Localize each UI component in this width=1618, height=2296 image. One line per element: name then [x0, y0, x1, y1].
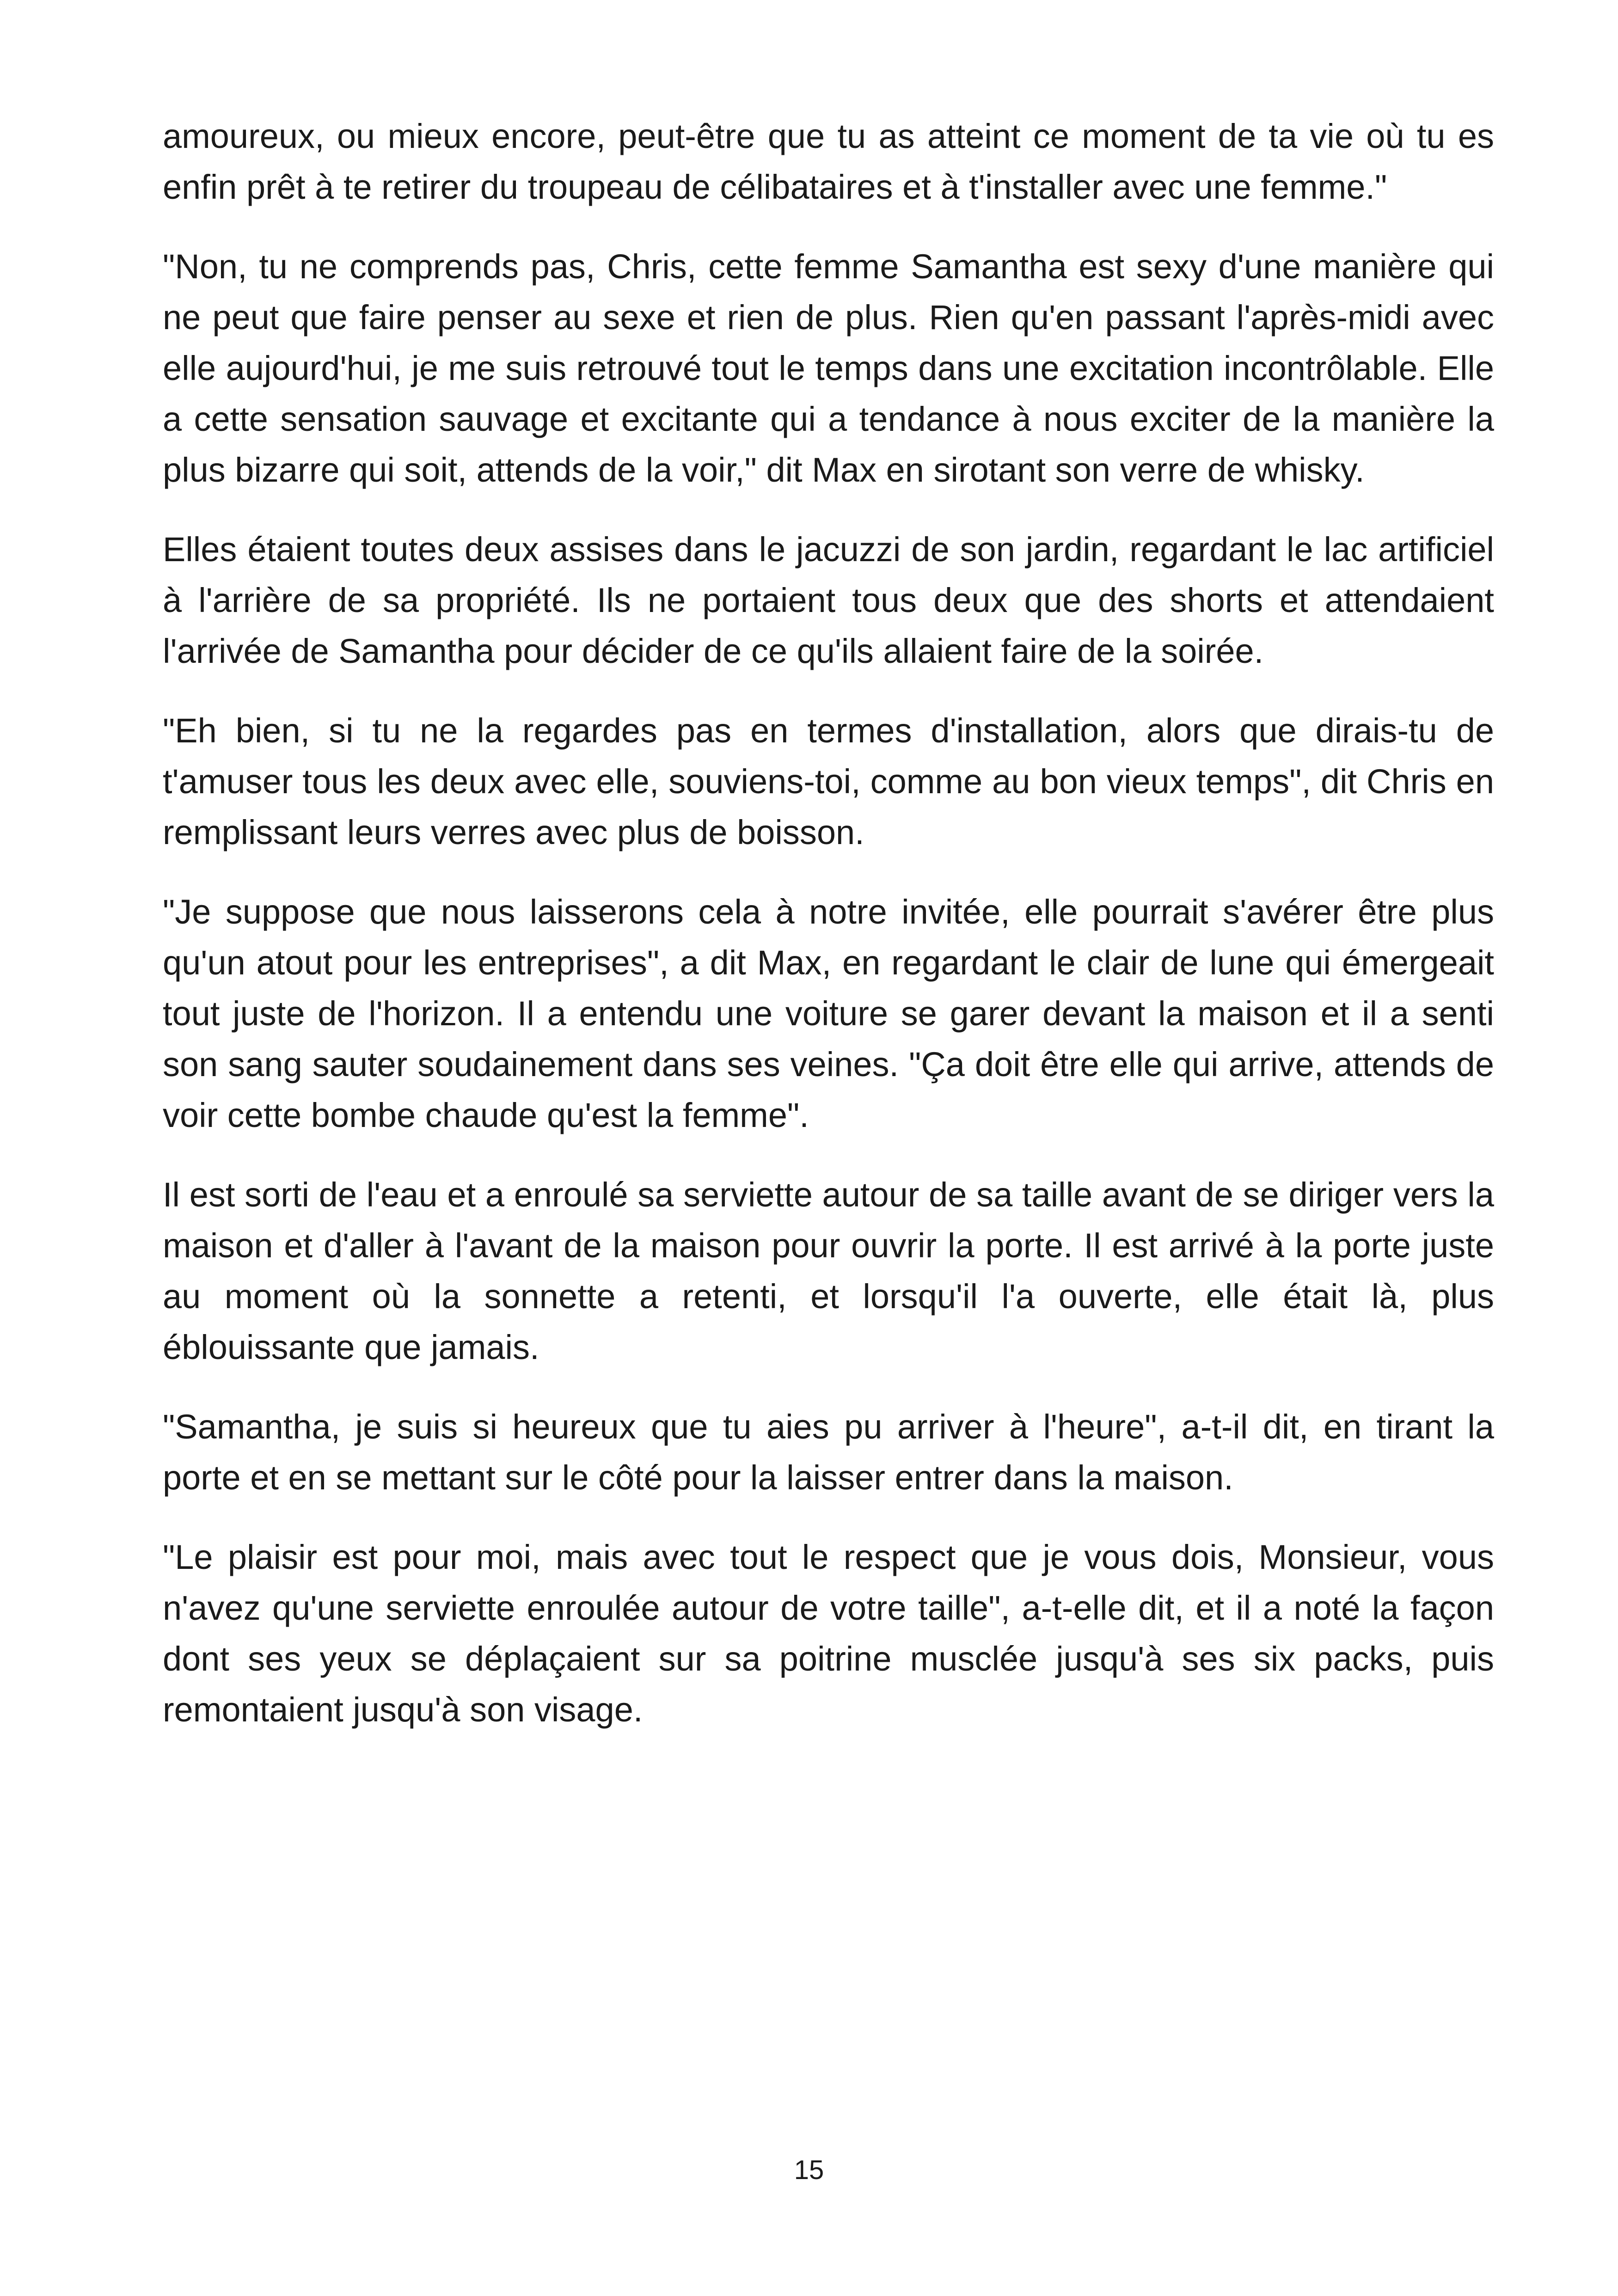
- paragraph-7: "Samantha, je suis si heureux que tu aies pu arriver à l'heure", a-t-il dit, en tirant la porte et en se mettant sur le côté pour la laisser entrer dans la maison.: [163, 1408, 1494, 1497]
- paragraph-8: "Le plaisir est pour moi, mais avec tout le respect que je vous dois, Monsieur, vous n'avez qu'une serviette enroulée autour de votre taille", a-t-elle dit, et il a noté la façon dont ses yeux se déplaçaient sur sa poitrine musclée jusqu'à ses six packs, puis remontaient jusqu'à son visage.: [163, 1538, 1494, 1729]
- page-number: 15: [794, 2155, 824, 2185]
- paragraph-4: "Eh bien, si tu ne la regardes pas en termes d'installation, alors que dirais-tu de t'amuser tous les deux avec elle, souviens-toi, comme au bon vieux temps", dit Chris en remplissant leurs verres avec plus de boisson.: [163, 711, 1494, 851]
- body-text: [163, 111, 1494, 1735]
- paragraph-3: Elles étaient toutes deux assises dans le jacuzzi de son jardin, regardant le lac artificiel à l'arrière de sa propriété. Ils ne portaient tous deux que des shorts et attendaient l'arrivée de Samantha pour décider de ce qu'ils allaient faire de la soirée.: [163, 530, 1494, 670]
- paragraph-1: amoureux, ou mieux encore, peut-être que tu as atteint ce moment de ta vie où tu es enfin prêt à te retirer du troupeau de célibataires et à t'installer avec une femme.": [163, 117, 1494, 206]
- paragraph-5: "Je suppose que nous laisserons cela à notre invitée, elle pourrait s'avérer être plus qu'un atout pour les entreprises", a dit Max, en regardant le clair de lune qui émergeait tout juste de l'horizon. Il a entendu une voiture se garer devant la maison et il a senti son sang sauter soudainement dans ses veines. "Ça doit être elle qui arrive, attends de voir cette bombe chaude qu'est la femme".: [163, 893, 1494, 1134]
- paragraph-2: "Non, tu ne comprends pas, Chris, cette femme Samantha est sexy d'une manière qui ne peut que faire penser au sexe et rien de plus. Rien qu'en passant l'après-midi avec elle aujourd'hui, je me suis retrouvé tout le temps dans une excitation incontrôlable. Elle a cette sensation sauvage et excitante qui a tendance à nous exciter de la manière la plus bizarre qui soit, attends de la voir," dit Max en sirotant son verre de whisky.: [163, 247, 1494, 489]
- paragraph-6: Il est sorti de l'eau et a enroulé sa serviette autour de sa taille avant de se diriger vers la maison et d'aller à l'avant de la maison pour ouvrir la porte. Il est arrivé à la porte juste au moment où la sonnette a retenti, et lorsqu'il l'a ouverte, elle était là, plus éblouissante que jamais.: [163, 1176, 1494, 1366]
